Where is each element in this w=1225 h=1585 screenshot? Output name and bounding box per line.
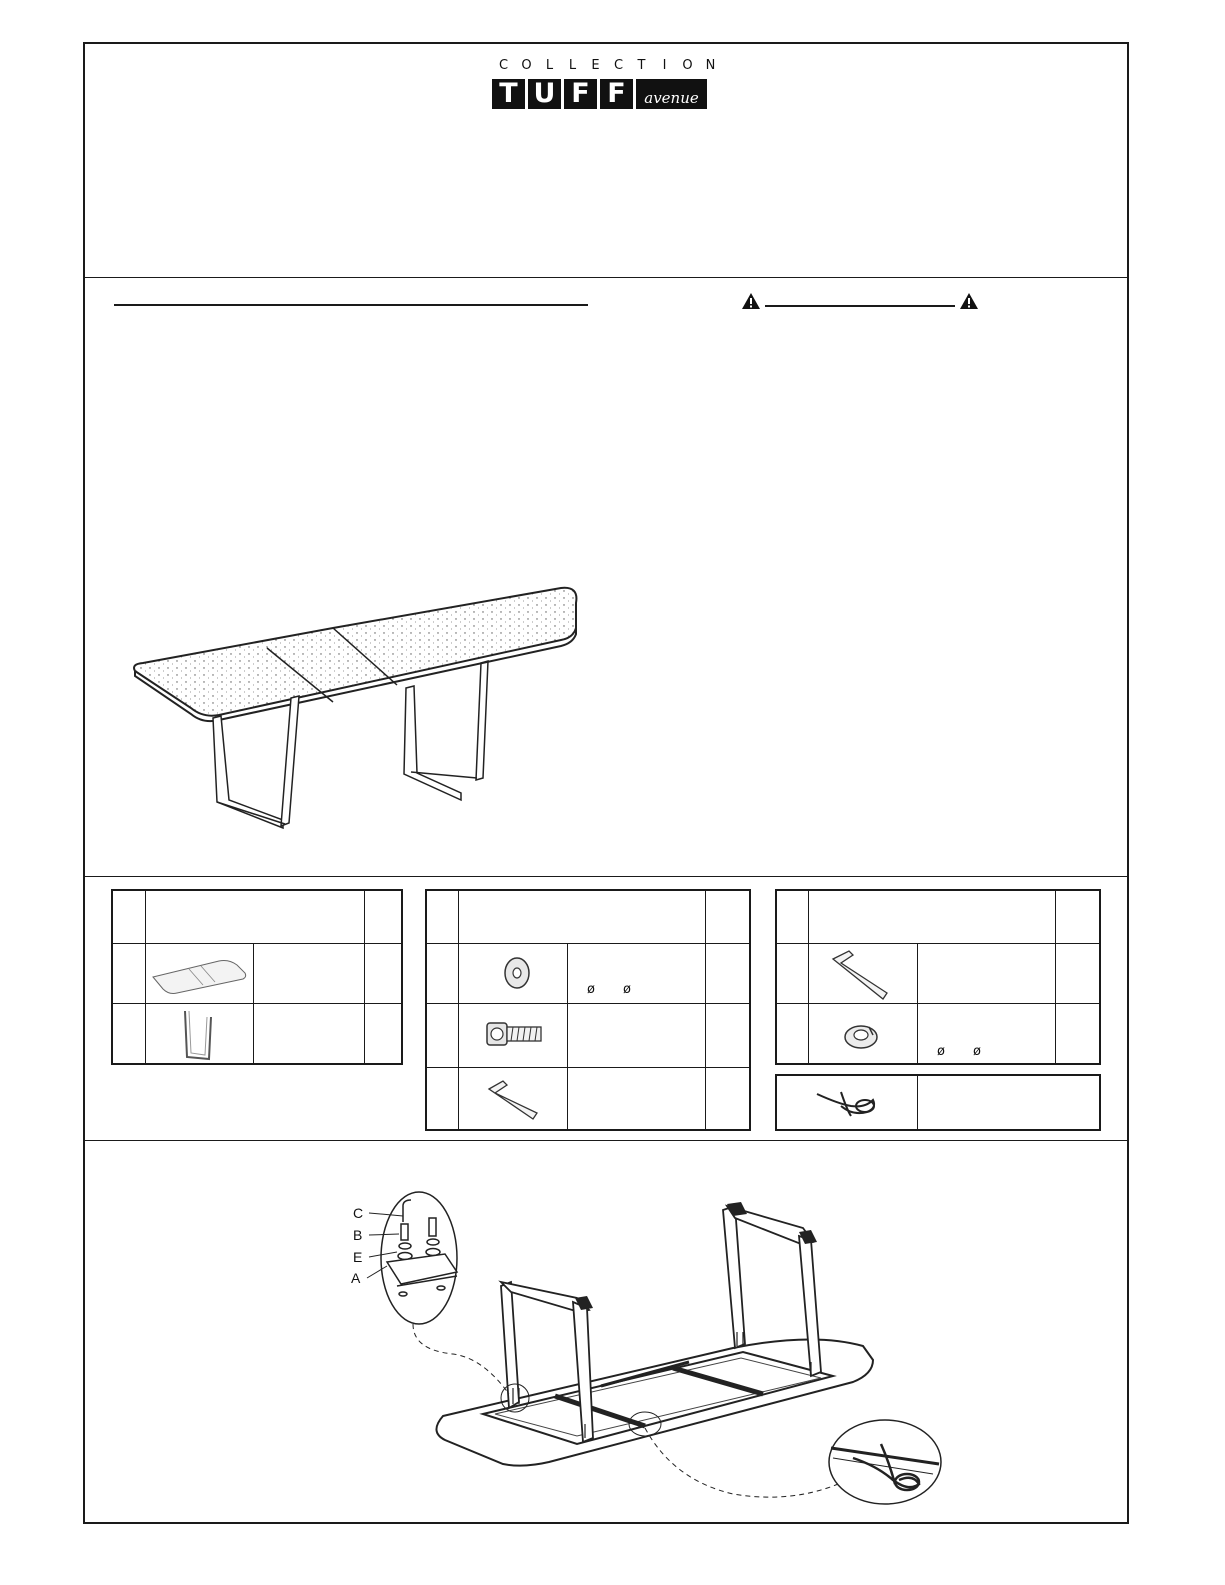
parts-table-cable [775,1074,1101,1131]
warning-triangle-icon [741,292,761,310]
callout-label: C [353,1205,364,1221]
diameter-symbol: ø [623,982,631,997]
callout-label: E [353,1249,363,1265]
callout-label: B [353,1227,363,1243]
callout-label: A [351,1270,361,1286]
warning-heading [741,292,981,312]
logo-letter: F [600,79,633,109]
table-top-icon [149,953,249,997]
diameter-symbol: ø [973,1044,981,1059]
cable-connector-icon [811,1082,883,1124]
section-divider [85,1140,1127,1141]
allen-key-icon [825,947,897,1001]
logo-letter-boxes [492,79,707,109]
diameter-symbol: ø [937,1044,945,1059]
logo-letter: F [564,79,597,109]
logo-collection-word: C O L L E C T I O N [498,58,716,73]
logo-avenue-script: avenue [636,79,707,109]
brand-logo [492,58,722,114]
flat-washer-icon [497,951,537,995]
u-leg-icon [177,1007,221,1063]
assembly-diagram [333,1162,943,1514]
parts-table-hardware [425,889,751,1131]
extension-table-illustration [121,568,579,838]
section-divider [85,876,1127,877]
parts-table-main [111,889,403,1065]
allen-key-icon [479,1075,549,1125]
diameter-symbol: ø [587,982,595,997]
logo-letter: U [528,79,561,109]
parts-table-tools [775,889,1101,1065]
hex-socket-bolt-icon [473,1011,557,1059]
section-divider [85,277,1127,278]
warning-heading-rule [765,305,955,307]
section-heading-rule [114,304,588,306]
warning-triangle-icon [959,292,979,310]
instruction-sheet [83,42,1129,1524]
spring-washer-icon [839,1015,883,1055]
logo-letter: T [492,79,525,109]
